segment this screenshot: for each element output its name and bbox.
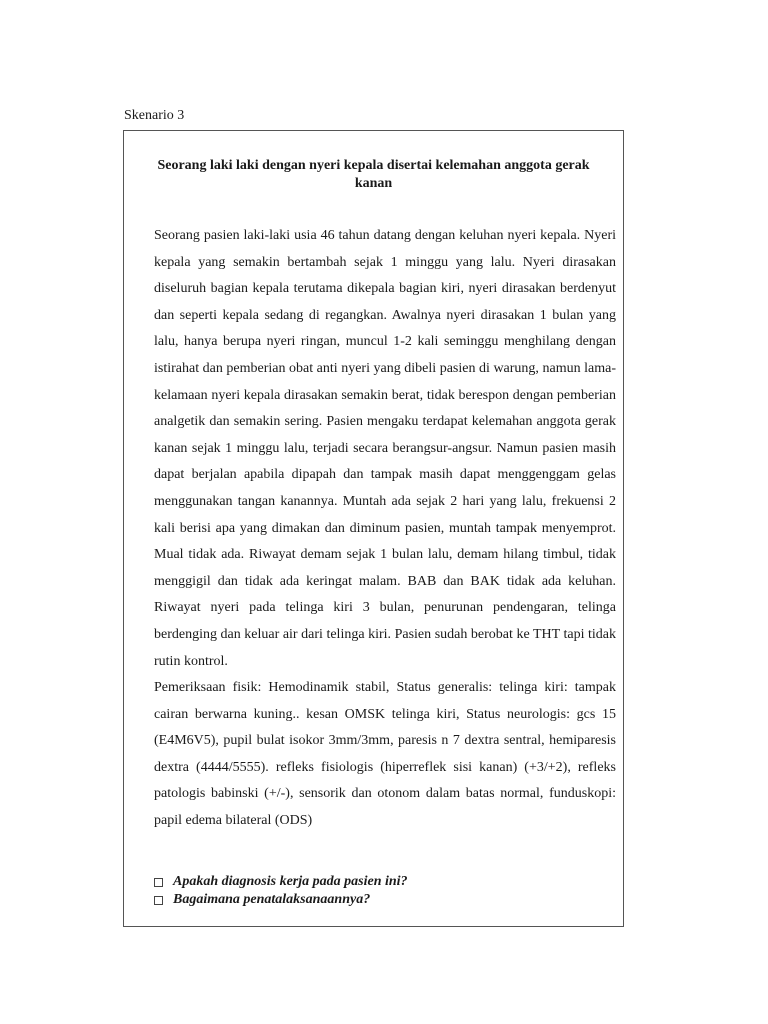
question-item (154, 873, 408, 891)
physical-exam-paragraph: Pemeriksaan fisik: Hemodinamik stabil, Status generalis: telinga kiri: tampak cairan berwarna kuning.. kesan OMSK telinga kiri, Status neurologis: gcs 15 (E4M6V5), pupil bulat isokor 3mm/3mm, paresis n 7 dextra sentral, hemiparesis dextra (4444/5555). refleks fisiologis (hiperreflek sisi kanan) (+3/+2), refleks patologis babinski (+/-), sensorik dan otonom dalam batas normal, funduskopi: papil edema bilateral (ODS) (154, 680, 616, 829)
checkbox-bullet-icon (154, 878, 163, 887)
scenario-title: Seorang laki laki dengan nyeri kepala disertai kelemahan anggota gerak kanan (157, 158, 590, 191)
question-list (154, 873, 408, 909)
scenario-box (123, 130, 624, 927)
scenario-heading: Skenario 3 (124, 108, 185, 123)
question-text: Bagaimana penatalaksanaannya? (173, 892, 371, 907)
question-text: Apakah diagnosis kerja pada pasien ini? (173, 874, 408, 889)
case-history-paragraph: Seorang pasien laki-laki usia 46 tahun datang dengan keluhan nyeri kepala. Nyeri kepala yang semakin bertambah sejak 1 minggu yang lalu. Nyeri dirasakan diseluruh bagian kepala terutama dikepala bagian kiri, nyeri dirasakan berdenyut dan seperti kepala sedang di regangkan. Awalnya nyeri dirasakan 1 bulan yang lalu, hanya berupa nyeri ringan, muncul 1-2 kali seminggu menghilang dengan istirahat dan pemberian obat anti nyeri yang dibeli pasien di warung, namun lama-kelamaan nyeri kepala dirasakan semakin berat, tidak berespon dengan pemberian analgetik dan semakin sering. Pasien mengaku terdapat kelemahan anggota gerak kanan sejak 1 minggu lalu, terjadi secara berangsur-angsur. Namun pasien masih dapat berjalan apabila dipapah dan tampak masih dapat menggenggam gelas menggunakan tangan kanannya. Muntah ada sejak 2 hari yang lalu, frekuensi 2 kali berisi apa yang dimakan dan diminum pasien, muntah tampak menyemprot. Mual tidak ada. Riwayat demam sejak 1 bulan lalu, demam hilang timbul, tidak menggigil dan tidak ada keringat malam. BAB dan BAK tidak ada keluhan. Riwayat nyeri pada telinga kiri 3 bulan, penurunan pendengaran, telinga berdenging dan keluar air dari telinga kiri. Pasien sudah berobat ke THT tapi tidak rutin kontrol. (154, 228, 616, 669)
checkbox-bullet-icon (154, 896, 163, 905)
scenario-body (154, 223, 616, 835)
question-item (154, 891, 408, 909)
